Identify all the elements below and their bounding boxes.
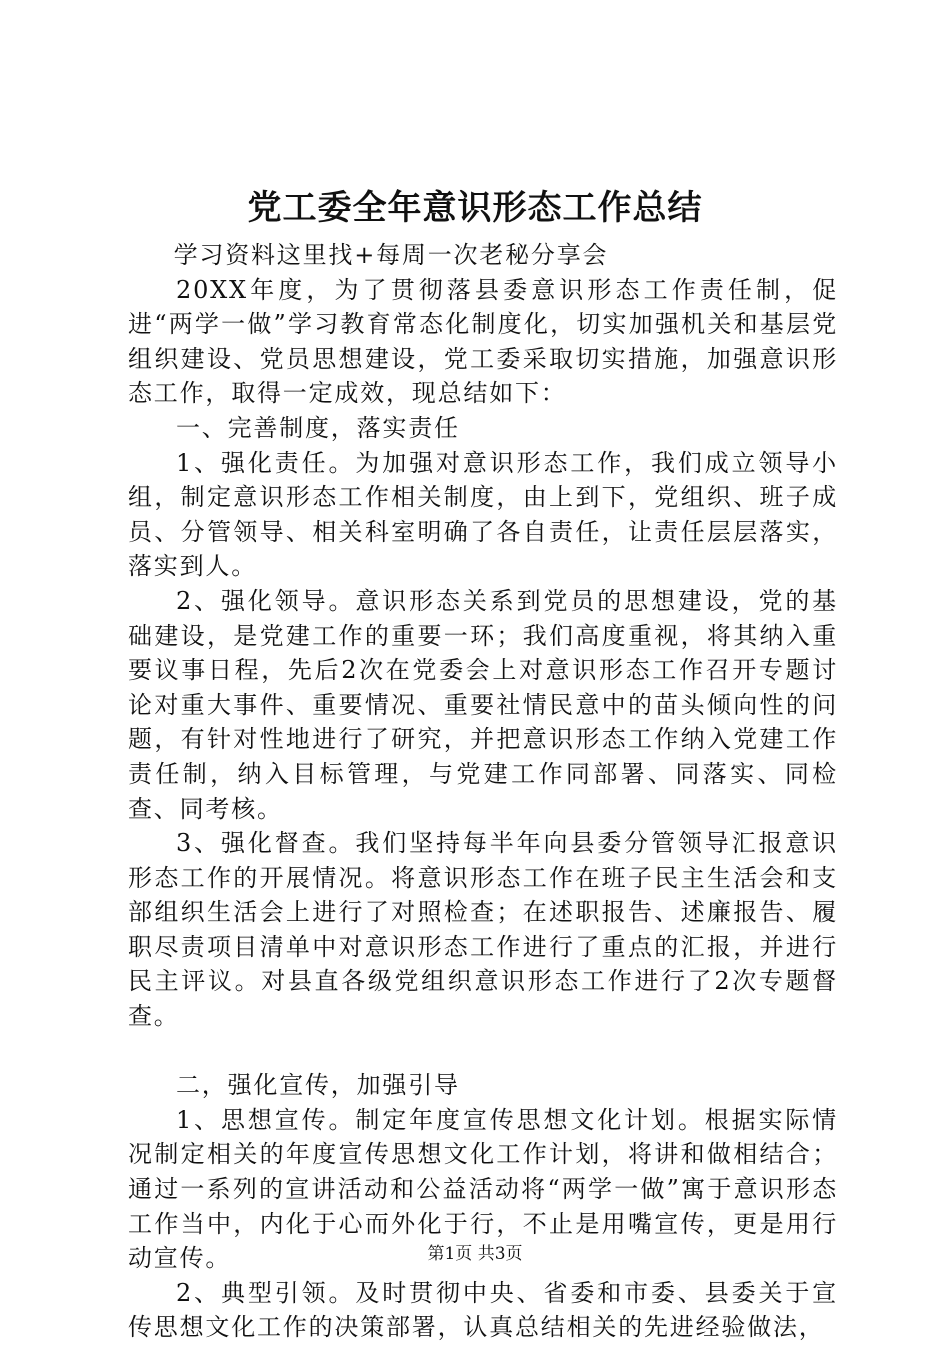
paragraph-2-1: 1、思想宣传。制定年度宣传思想文化计划。根据实际情况制定相关的年度宣传思想文化工作计划，将讲和做相结合；通过一系列的宣讲活动和公益活动将“两学一做”寓于意识形态工作当中，内化于心而外化于行，不止是用嘴宣传，更是用行动宣传。	[128, 1105, 838, 1273]
document-body	[128, 238, 838, 1345]
page-number-footer: 第1页 共3页	[427, 1244, 523, 1264]
section-heading-1: 一、完善制度，落实责任	[176, 413, 460, 442]
paragraph-1-2: 2、强化领导。意识形态关系到党员的思想建设，党的基础建设，是党建工作的重要一环；我们高度重视，将其纳入重要议事日程，先后2次在党委会上对意识形态工作召开专题讨论对重大事件、重要情况、重要社情民意中的苗头倾向性的问题，有针对性地进行了研究，并把意识形态工作纳入党建工作责任制，纳入目标管理，与党建工作同部署、同落实、同检查、同考核。	[128, 586, 838, 823]
paragraph-1-3: 3、强化督查。我们坚持每半年向县委分管领导汇报意识形态工作的开展情况。将意识形态工作在班子民主生活会和支部组织生活会上进行了对照检查；在述职报告、述廉报告、履职尽责项目清单中对意识形态工作进行了重点的汇报，并进行民主评议。对县直各级党组织意识形态工作进行了2次专题督查。	[128, 829, 838, 1031]
paragraph-2-2: 2、典型引领。及时贯彻中央、省委和市委、县委关于宣传思想文化工作的决策部署，认真总结相关的先进经验做法，	[128, 1278, 838, 1342]
section-heading-2: 二，强化宣传，加强引导	[176, 1071, 460, 1100]
document-title: 党工委全年意识形态工作总结	[247, 188, 703, 228]
blank-line	[128, 1034, 838, 1069]
paragraph-1-1: 1、强化责任。为加强对意识形态工作，我们成立领导小组，制定意识形态工作相关制度，由上到下，党组织、班子成员、分管领导、相关科室明确了各自责任，让责任层层落实，落实到人。	[128, 448, 838, 581]
subtitle-line: 学习资料这里找+每周一次老秘分享会	[173, 241, 609, 269]
intro-paragraph: 20XX年度，为了贯彻落县委意识形态工作责任制，促进“两学一做”学习教育常态化制度化，切实加强机关和基层党组织建设、党员思想建设，党工委采取切实措施，加强意识形态工作，取得一定成效，现总结如下：	[128, 275, 838, 408]
